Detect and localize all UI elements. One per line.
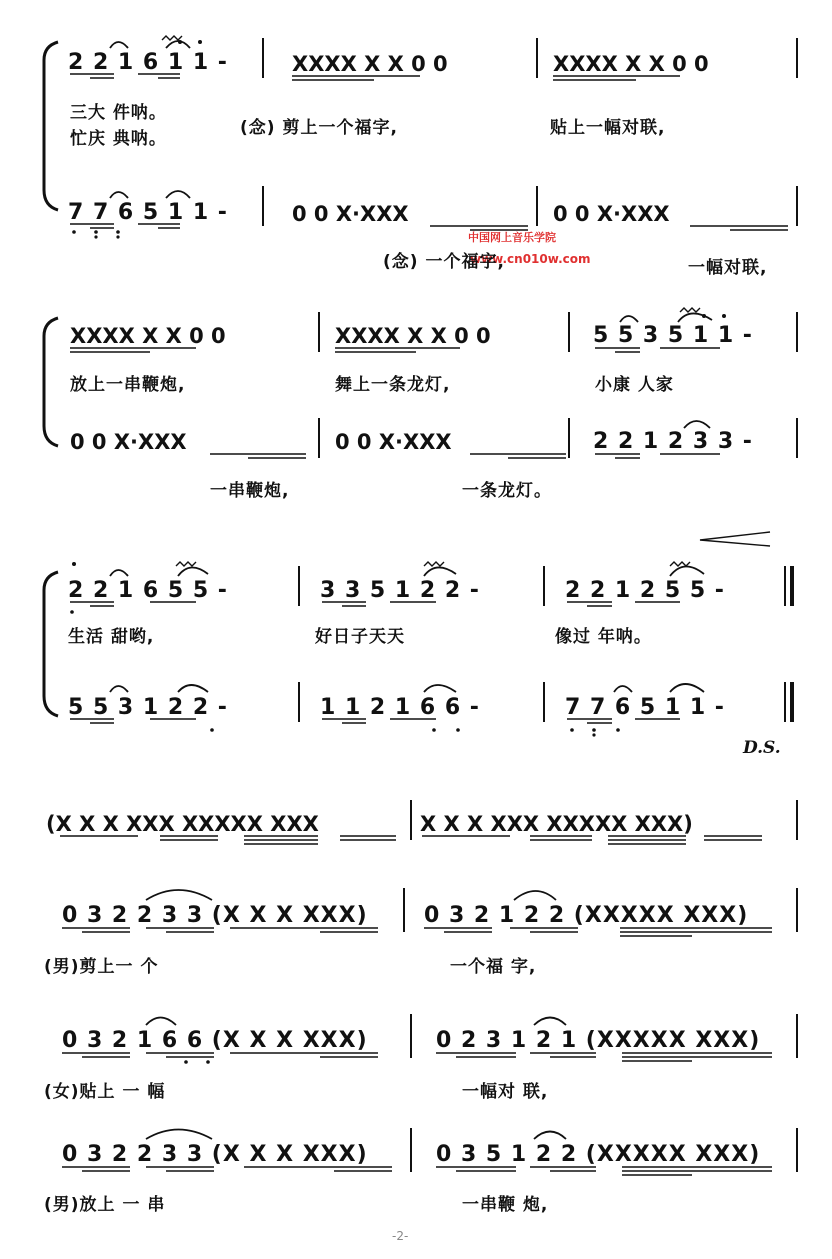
slurs (110, 41, 712, 1139)
notes-top-m3: XXXX X X 0 0 (553, 52, 709, 76)
notes-top-m1: 2 2 1 6 5 5 - (68, 578, 228, 603)
notes-m1: 0 3 2 2 3 3 (X X X XXX) (62, 1142, 368, 1167)
notes-bottom-m2: 0 0 X·XXX (335, 430, 452, 454)
notes-bottom-m1: 7 7 6 5 1 1 - (68, 200, 228, 225)
notes-m2: 0 3 2 1 2 2 (XXXXX XXX) (424, 903, 749, 928)
lyric-2: 一串鞭 炮, (462, 1195, 549, 1215)
lyric-1: (女)贴上 一 幅 (44, 1082, 166, 1102)
lyric-1: 生活 甜哟, (68, 627, 155, 647)
lyric-verse-1: 三大 件呐。 (70, 103, 167, 123)
notes-m2: 0 2 3 1 2 1 (XXXXX XXX) (436, 1028, 761, 1053)
spoken-lyric-2: 贴上一幅对联, (550, 118, 666, 138)
notes-top-m1: 2 2 1 6 1 1 - (68, 50, 228, 75)
lyric-2: 好日子天天 (315, 627, 405, 647)
watermark-line-1: 中国网上音乐学院 (468, 231, 556, 244)
notes-bottom-m3: 0 0 X·XXX (553, 202, 670, 226)
notes-bottom-m2: 0 0 X·XXX (292, 202, 409, 226)
bottom-lyric-2: 一幅对联, (688, 258, 768, 278)
perc-m2: X X X XXX XXXXX XXX) (420, 812, 693, 836)
notes-top-m2: XXXX X X 0 0 (335, 324, 491, 348)
spoken-lyric-1: (念) 剪上一个福字, (240, 118, 398, 138)
lyric-2: 一个福 字, (450, 957, 537, 977)
lyric-verse-2: 忙庆 典呐。 (70, 129, 167, 149)
notes-top-m3: 2 2 1 2 5 5 - (565, 578, 725, 603)
notes-m1: 0 3 2 1 6 6 (X X X XXX) (62, 1028, 368, 1053)
perc-m1: (X X X XXX XXXXX XXX (46, 812, 319, 836)
lyric-1: (男)剪上一 个 (44, 957, 159, 977)
lyric-1: (男)放上 一 串 (44, 1195, 166, 1215)
notes-top-m2: 3 3 5 1 2 2 - (320, 578, 480, 603)
dal-segno-mark: D.S. (743, 738, 781, 758)
notes-bottom-m1: 5 5 3 1 2 2 - (68, 695, 228, 720)
bottom-lyric-1: 一串鞭炮, (210, 481, 290, 501)
lyric-1: 放上一串鞭炮, (70, 375, 186, 395)
ornament-marks (162, 36, 700, 566)
beam-underlines (60, 74, 788, 1175)
notes-top-m2: XXXX X X 0 0 (292, 52, 448, 76)
notes-bottom-m3: 2 2 1 2 3 3 - (593, 429, 753, 454)
page-number: -2- (392, 1229, 409, 1243)
notes-bottom-m1: 0 0 X·XXX (70, 430, 187, 454)
lyric-2: 一幅对 联, (462, 1082, 549, 1102)
decrescendo-hairpin (700, 532, 770, 546)
bottom-lyric-1: (念) 一个福字, (383, 252, 505, 272)
lyric-3: 像过 年呐。 (555, 627, 652, 647)
system-braces (44, 42, 58, 716)
notes-bottom-m3: 7 7 6 5 1 1 - (565, 695, 725, 720)
notes-m2: 0 3 5 1 2 2 (XXXXX XXX) (436, 1142, 761, 1167)
bottom-lyric-2: 一条龙灯。 (462, 481, 552, 501)
notes-m1: 0 3 2 2 3 3 (X X X XXX) (62, 903, 368, 928)
lyric-3: 小康 人家 (595, 375, 674, 395)
watermark-line-2: www.cn010w.com (470, 252, 591, 266)
notes-bottom-m2: 1 1 2 1 6 6 - (320, 695, 480, 720)
notes-top-m3: 5 5 3 5 1 1 - (593, 323, 753, 348)
barlines (262, 38, 798, 1172)
lyric-2: 舞上一条龙灯, (335, 375, 451, 395)
octave-dots (70, 40, 726, 1064)
notes-top-m1: XXXX X X 0 0 (70, 324, 226, 348)
